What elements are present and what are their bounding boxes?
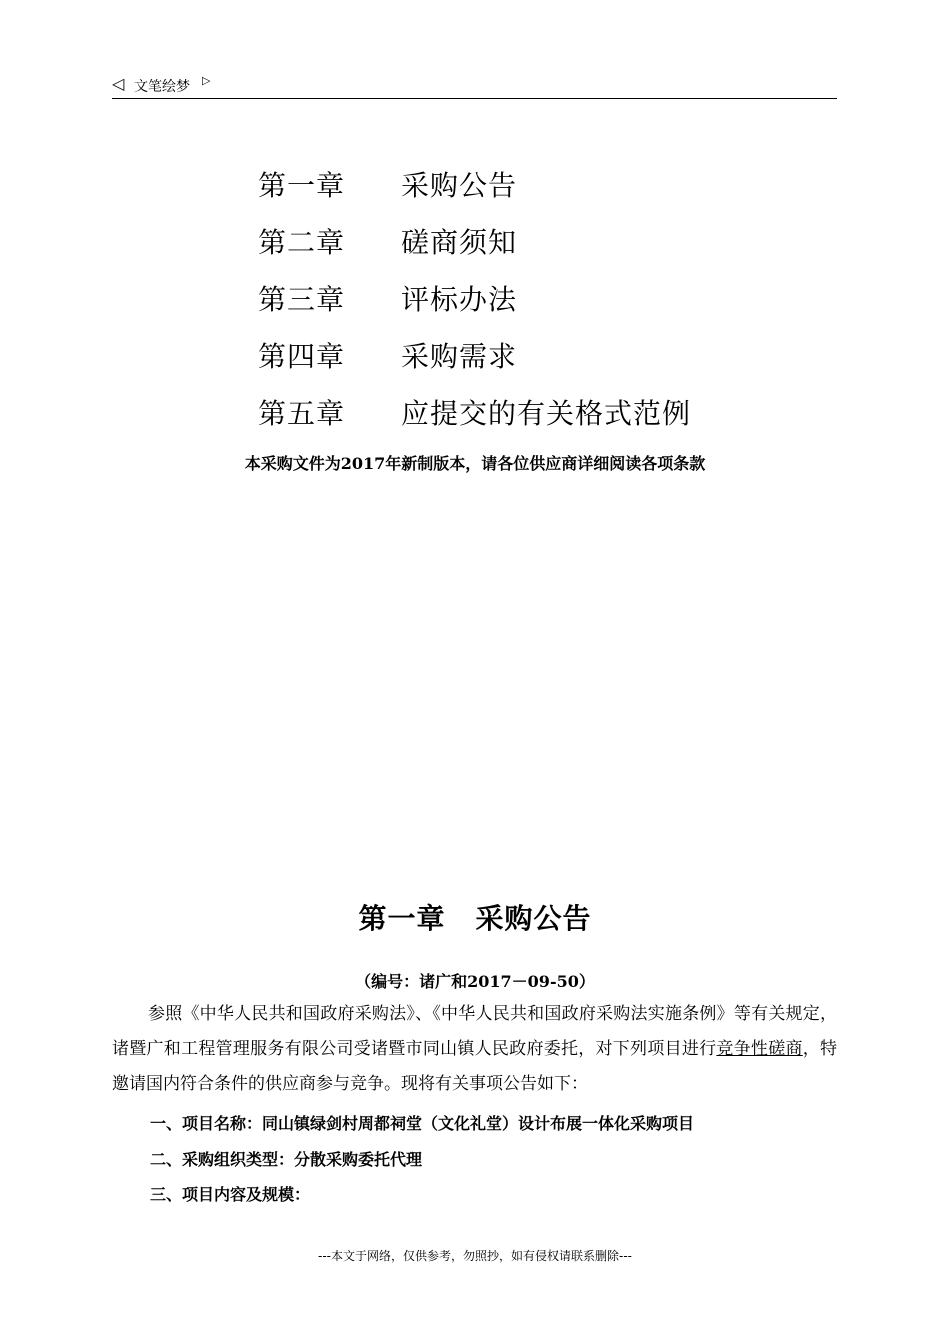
- chapter-number: 第一章: [358, 902, 446, 935]
- toc-item: [258, 383, 691, 440]
- intro-text-after: ，特邀请国内符合条件的供应商参与竞争。现将有关事项公告如下：: [112, 1039, 838, 1094]
- page-footer: ---本文于网络，仅供参考，勿照抄，如有侵权请联系删除---: [318, 1249, 632, 1263]
- section-item-project-name: 一、项目名称：同山镇绿剑村周都祠堂（文化礼堂）设计布展一体化采购项目: [150, 1114, 695, 1133]
- toc-chapter-number: 第一章: [258, 168, 346, 202]
- page-header: [112, 72, 837, 99]
- toc-chapter-title: 评标办法: [401, 282, 518, 316]
- toc-chapter-number: 第二章: [258, 225, 346, 259]
- document-code: （编号：诸广和2017－09-50）: [355, 972, 595, 991]
- toc-chapter-title: 磋商须知: [401, 225, 518, 259]
- toc-chapter-title: 应提交的有关格式范例: [401, 396, 692, 430]
- toc-chapter-number: 第五章: [258, 396, 346, 430]
- toc-item: [258, 326, 691, 383]
- toc-item: [258, 269, 691, 326]
- section-item-project-scope: 三、项目内容及规模：: [150, 1185, 311, 1204]
- chapter-title: 采购公告: [475, 902, 592, 935]
- toc-chapter-number: 第三章: [258, 282, 346, 316]
- intro-text-before: 参照《中华人民共和国政府采购法》、《中华人民共和国政府采购法实施条例》等有关规定，诸暨广和工程管理服务有限公司受诸暨市同山镇人民政府委托，对下列项目进行: [112, 1004, 837, 1059]
- intro-paragraph: [112, 997, 837, 1102]
- section-item-procurement-type: 二、采购组织类型：分散采购委托代理: [150, 1150, 423, 1169]
- toc-chapter-title: 采购需求: [401, 339, 518, 373]
- header-brand: 文笔绘梦: [134, 79, 190, 95]
- toc-item: [258, 155, 691, 212]
- toc-chapter-title: 采购公告: [401, 168, 518, 202]
- table-of-contents: [258, 155, 691, 440]
- chapter-heading: [0, 897, 950, 937]
- toc-chapter-number: 第四章: [258, 339, 346, 373]
- intro-underlined-term: 竞争性磋商: [716, 1039, 803, 1059]
- right-triangle-icon: ▷: [202, 74, 211, 87]
- toc-item: [258, 212, 691, 269]
- toc-note: 本采购文件为2017年新制版本，请各位供应商详细阅读各项条款: [244, 454, 706, 473]
- left-triangle-icon: ◁: [112, 74, 125, 93]
